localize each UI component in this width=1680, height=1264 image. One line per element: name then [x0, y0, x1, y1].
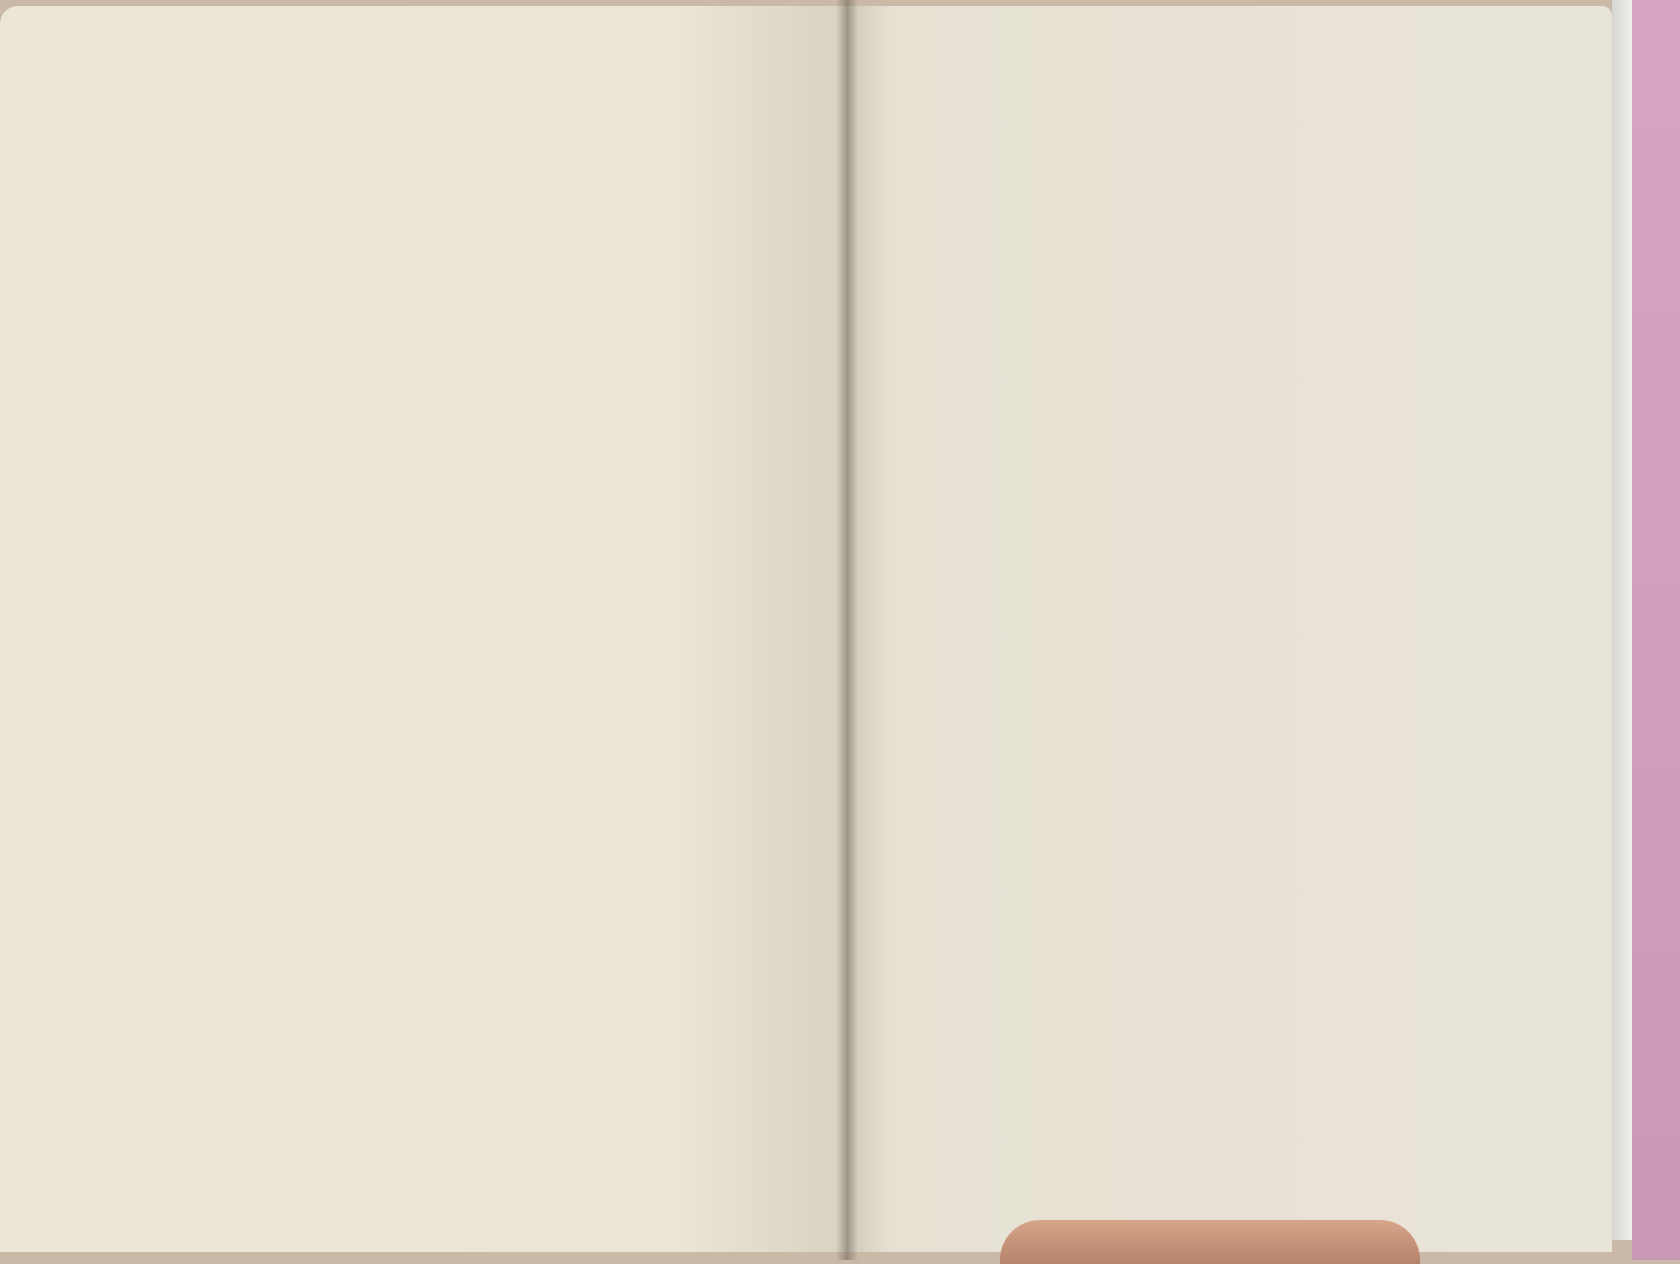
finger — [1000, 1220, 1420, 1264]
page-edges — [1612, 0, 1632, 1240]
left-page — [0, 6, 846, 1252]
right-page — [846, 6, 1612, 1252]
book-gutter — [836, 0, 858, 1260]
background-cloth — [1632, 0, 1680, 1260]
